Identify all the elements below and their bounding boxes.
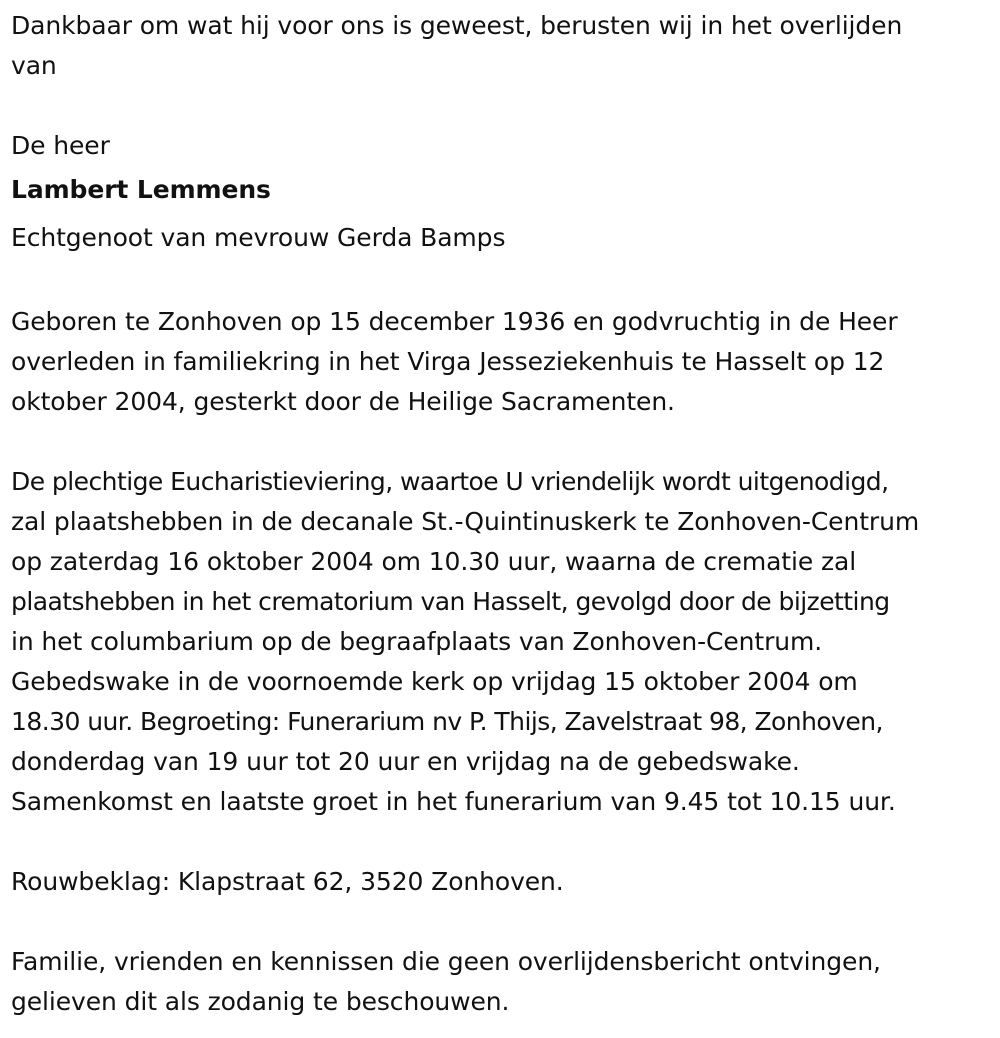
death-notice [11, 6, 996, 1022]
salutation: De heer [11, 131, 110, 160]
closing-line-2: gelieven dit als zodanig te beschouwen. [11, 987, 510, 1016]
ceremony-line-6: Gebedswake in de voornoemde kerk op vrijdag 15 oktober 2004 om [11, 667, 858, 696]
ceremony-line-2: zal plaatshebben in de decanale St.-Quintinuskerk te Zonhoven-Centrum [11, 507, 920, 536]
closing-paragraph [11, 942, 996, 1022]
ceremony-line-1: De plechtige Eucharistieviering, waartoe U vriendelijk wordt uitgenodigd, [11, 467, 889, 496]
birth-death-line-1: Geboren te Zonhoven op 15 december 1936 en godvruchtig in de Heer [11, 307, 898, 336]
ceremony-line-4: plaatshebben in het crematorium van Hasselt, gevolgd door de bijzetting [11, 587, 890, 616]
ceremony-paragraph [11, 462, 996, 822]
deceased-name: Lambert Lemmens [11, 175, 271, 204]
intro-paragraph [11, 6, 996, 86]
intro-line-1: Dankbaar om wat hij voor ons is geweest, berusten wij in het overlijden [11, 11, 903, 40]
ceremony-line-7: 18.30 uur. Begroeting: Funerarium nv P. Thijs, Zavelstraat 98, Zonhoven, [11, 707, 883, 736]
closing-line-1: Familie, vrienden en kennissen die geen overlijdensbericht ontvingen, [11, 947, 881, 976]
spacer [11, 86, 996, 126]
birth-death-line-2: overleden in familiekring in het Virga Jesseziekenhuis te Hasselt op 12 [11, 347, 885, 376]
spacer [11, 262, 996, 302]
spouse-line: Echtgenoot van mevrouw Gerda Bamps [11, 223, 506, 252]
birth-death-paragraph [11, 302, 996, 422]
condolences-address: Rouwbeklag: Klapstraat 62, 3520 Zonhoven. [11, 867, 564, 896]
spacer [11, 902, 996, 942]
ceremony-line-5: in het columbarium op de begraafplaats van Zonhoven-Centrum. [11, 627, 823, 656]
spacer [11, 422, 996, 462]
ceremony-line-3: op zaterdag 16 oktober 2004 om 10.30 uur, waarna de crematie zal [11, 547, 857, 576]
intro-line-2: van [11, 51, 57, 80]
birth-death-line-3: oktober 2004, gesterkt door de Heilige Sacramenten. [11, 387, 675, 416]
ceremony-line-8: donderdag van 19 uur tot 20 uur en vrijdag na de gebedswake. [11, 747, 800, 776]
ceremony-line-9: Samenkomst en laatste groet in het funerarium van 9.45 tot 10.15 uur. [11, 787, 896, 816]
spacer [11, 822, 996, 862]
